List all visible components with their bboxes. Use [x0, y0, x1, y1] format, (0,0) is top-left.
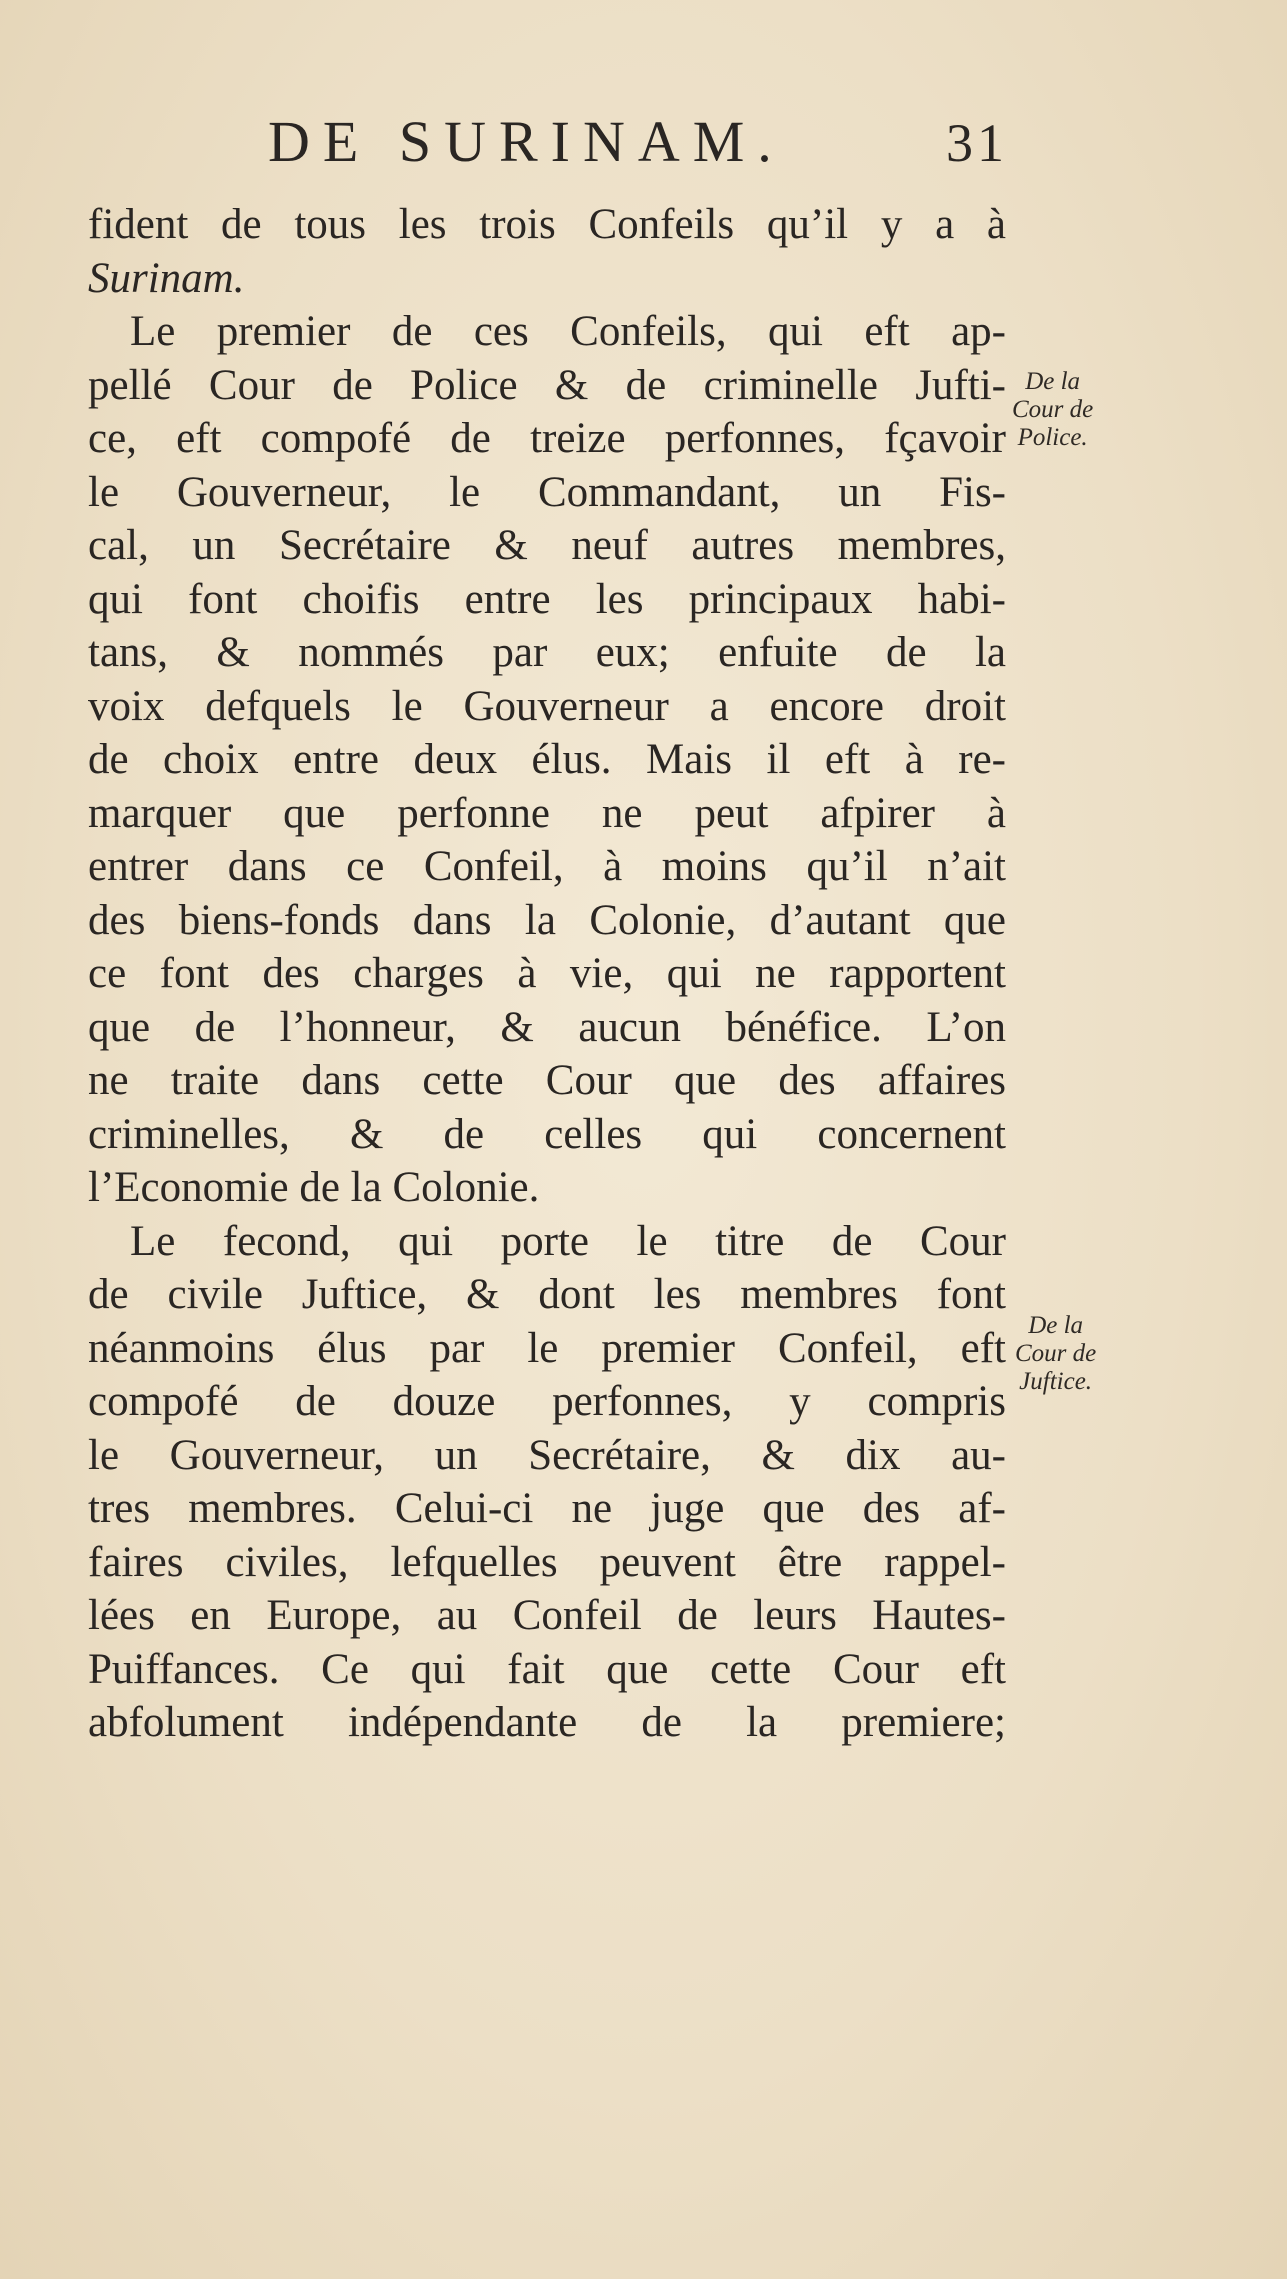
text-line: le Gouverneur, le Commandant, un Fis-	[88, 468, 1006, 516]
text-line: que de l’honneur, & aucun bénéfice. L’on	[88, 1003, 1006, 1051]
text-line: néanmoins élus par le premier Confeil, eft	[88, 1324, 1006, 1372]
margin-note-justice	[1015, 1312, 1096, 1396]
text-line: Puiffances. Ce qui fait que cette Cour eft	[88, 1645, 1006, 1693]
text-line: ne traite dans cette Cour que des affaires	[88, 1057, 1006, 1104]
text-line: pellé Cour de Police & de criminelle Jufti-	[88, 361, 1006, 409]
margin-note-line: Police.	[1017, 424, 1088, 451]
page-number: 31	[946, 113, 1008, 173]
margin-note-line: Juftice.	[1019, 1368, 1093, 1395]
text-line: voix defquels le Gouverneur a encore droit	[88, 682, 1006, 730]
running-title: DE SURINAM.	[268, 109, 785, 174]
text-line: criminelles, & de celles qui concernent	[88, 1110, 1006, 1158]
margin-note-line: Cour de	[1015, 1340, 1097, 1367]
text-line: de choix entre deux élus. Mais il eft à re-	[88, 736, 1006, 783]
text-line: ce, eft compofé de treize perfonnes, fçavoir	[88, 415, 1006, 462]
running-header	[268, 108, 1008, 188]
text-line: l’Economie de la Colonie.	[88, 1164, 540, 1211]
text-line: entrer dans ce Confeil, à moins qu’il n’ait	[88, 843, 1006, 890]
margin-note-line: De la	[1028, 1312, 1084, 1339]
body-text	[88, 198, 1006, 1750]
text-line: marquer que perfonne ne peut afpirer à	[88, 789, 1006, 837]
text-line: abfolument indépendante de la premiere;	[88, 1699, 1006, 1746]
text-line: Surinam.	[88, 254, 245, 302]
text-line: faires civiles, lefquelles peuvent être rappel-	[88, 1538, 1006, 1586]
text-line: tres membres. Celui-ci ne juge que des af-	[88, 1485, 1006, 1532]
text-line: fident de tous les trois Confeils qu’il y a à	[88, 201, 1006, 248]
text-line: qui font choifis entre les principaux habi-	[88, 575, 1006, 623]
text-line: cal, un Secrétaire & neuf autres membres,	[88, 522, 1006, 569]
margin-note-police	[1012, 368, 1093, 452]
text-line: ce font des charges à vie, qui ne rapportent	[88, 950, 1006, 997]
text-line: Le fecond, qui porte le titre de Cour	[130, 1217, 1006, 1265]
text-line: de civile Juftice, & dont les membres font	[88, 1271, 1006, 1318]
text-line: tans, & nommés par eux; enfuite de la	[88, 629, 1006, 676]
margin-note-line: Cour de	[1012, 396, 1094, 423]
text-line: Le premier de ces Confeils, qui eft ap-	[130, 308, 1006, 355]
margin-note-line: De la	[1025, 368, 1081, 395]
text-line: des biens-fonds dans la Colonie, d’autant que	[88, 896, 1006, 944]
text-line: le Gouverneur, un Secrétaire, & dix au-	[88, 1431, 1006, 1479]
text-line: lées en Europe, au Confeil de leurs Hautes-	[88, 1592, 1006, 1639]
text-line: compofé de douze perfonnes, y compris	[88, 1378, 1006, 1425]
